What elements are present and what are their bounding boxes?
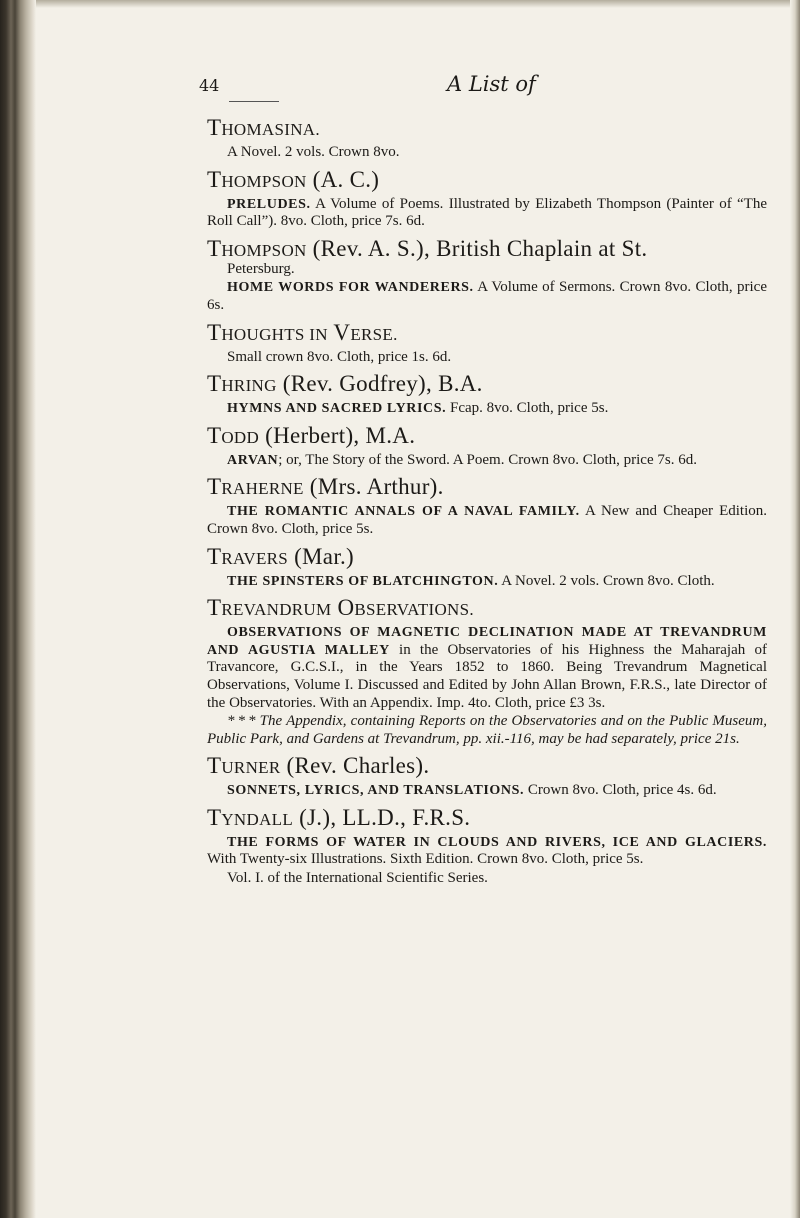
work-title: PRELUDES.	[227, 196, 311, 212]
heading-smallcaps: HOUGHTS IN	[221, 324, 328, 344]
entry-thompson-as	[207, 235, 767, 315]
entry-details	[207, 573, 767, 591]
heading-smallcaps: BSERVATIONS.	[354, 600, 474, 620]
work-title: HYMNS AND SACRED LYRICS.	[227, 401, 447, 417]
entry-heading	[207, 473, 767, 502]
heading-continuation: Petersburg.	[227, 260, 295, 277]
heading-initial: T	[207, 371, 222, 397]
entry-details	[207, 834, 767, 869]
work-description: in the Observatories of his Highness the Maharajah of Travancore, G.C.S.I., in the Years 1852 to 1860. Being Trevandrum Magnetical Observations, Volume I. Discussed and Edited by John Allan Brown, F.R.S., late Director of the Observatories. With an Appendix. Imp. 4to. Cloth, price £3 3s.	[207, 641, 767, 711]
entry-details	[207, 624, 767, 712]
heading-smallcaps: ODD	[221, 427, 260, 447]
entry-details	[207, 782, 767, 800]
work-description: A Volume of Poems. Illustrated by Elizabeth Thompson (Painter of “The Roll Call”). 8vo. Cloth, price 7s. 6d.	[207, 195, 767, 230]
work-description: A New and Cheaper Edition. Crown 8vo. Cloth, price 5s.	[207, 503, 767, 537]
entry-turner	[207, 752, 767, 800]
heading-smallcaps: RAHERNE	[221, 479, 304, 499]
series-note: Vol. I. of the International Scientific Series.	[227, 870, 488, 887]
heading-smallcaps: HOMASINA.	[221, 120, 320, 139]
entry-details	[207, 400, 767, 418]
entry-heading	[207, 804, 767, 833]
entry-heading	[207, 114, 767, 143]
heading-initial: T	[207, 319, 222, 345]
work-title: ARVAN	[227, 452, 279, 468]
work-title: THE FORMS OF WATER IN CLOUDS AND RIVERS, ICE AND GLACIERS.	[227, 834, 767, 850]
entry-details	[207, 196, 767, 231]
entry-thring	[207, 370, 767, 418]
heading-tail: (Herbert), M.A.	[259, 422, 416, 448]
page-number: 44	[199, 76, 220, 95]
work-description: A Novel. 2 vols. Crown 8vo. Cloth.	[498, 572, 715, 589]
work-title: THE ROMANTIC ANNALS OF A NAVAL FAMILY.	[227, 504, 580, 520]
running-head: A List of	[447, 72, 536, 96]
entry-thomasina	[207, 114, 767, 162]
entry-details	[207, 503, 767, 538]
entry-details: A Novel. 2 vols. Crown 8vo.	[227, 144, 400, 160]
entry-heading	[207, 166, 767, 195]
heading-smallcaps: ERSE.	[350, 324, 398, 344]
entry-traherne	[207, 473, 767, 538]
heading-initial: O	[331, 595, 355, 621]
work-title: OBSERVATIONS OF MAGNETIC DECLINATION MADE AT TREVANDRUM AND AGUSTIA MALLEY	[207, 625, 767, 658]
heading-initial: T	[207, 422, 222, 448]
heading-initial: T	[207, 115, 222, 140]
heading-initial: V	[327, 319, 351, 345]
entry-heading	[207, 422, 767, 451]
page-top-edge	[36, 0, 800, 8]
entry-thoughts-in-verse	[207, 319, 767, 367]
heading-initial: T	[207, 804, 222, 830]
work-title: THE SPINSTERS OF BLATCHINGTON.	[227, 573, 499, 589]
heading-initial: T	[207, 753, 222, 779]
entry-heading	[207, 594, 767, 623]
entry-travers	[207, 543, 767, 591]
heading-initial: T	[207, 543, 222, 569]
heading-tail: (J.), LL.D., F.R.S.	[293, 804, 471, 830]
work-description: With Twenty-six Illustrations. Sixth Edition. Crown 8vo. Cloth, price 5s.	[207, 851, 644, 868]
entry-todd	[207, 422, 767, 470]
header-rule	[229, 101, 279, 102]
heading-smallcaps: URNER	[221, 758, 281, 778]
entry-note	[207, 713, 767, 748]
heading-tail: (Rev. A. S.), British Chaplain at St.	[306, 235, 648, 261]
work-title: SONNETS, LYRICS, AND TRANSLATIONS.	[227, 783, 525, 799]
heading-tail: (Mrs. Arthur).	[303, 474, 444, 500]
entry-details: Small crown 8vo. Cloth, price 1s. 6d.	[227, 348, 452, 365]
heading-tail: (Mar.)	[288, 543, 355, 569]
entry-trevandrum-observations	[207, 594, 767, 748]
entry-heading	[207, 319, 767, 348]
heading-smallcaps: HOMPSON	[221, 240, 307, 260]
appendix-note: * * * The Appendix, containing Reports on the Observatories and on the Public Museum, Public Park, and Gardens at Trevandrum, pp. xii.-116, may be had separately, price 21s.	[207, 713, 767, 747]
entry-thompson-ac	[207, 166, 767, 231]
entry-heading	[207, 543, 767, 572]
entry-heading	[207, 370, 767, 399]
heading-smallcaps: REVANDRUM	[221, 600, 332, 620]
entry-details	[207, 279, 767, 314]
entry-tyndall	[207, 804, 767, 888]
heading-initial: T	[207, 474, 222, 500]
heading-tail: (A. C.)	[306, 166, 380, 192]
work-description: Crown 8vo. Cloth, price 4s. 6d.	[524, 782, 717, 799]
work-description: Fcap. 8vo. Cloth, price 5s.	[446, 400, 609, 417]
book-binding-shadow	[0, 0, 36, 1218]
heading-smallcaps: YNDALL	[221, 809, 294, 829]
heading-tail: (Rev. Godfrey), B.A.	[276, 371, 483, 397]
catalogue-list	[207, 114, 767, 892]
entry-heading	[207, 235, 767, 264]
entry-heading	[207, 752, 767, 781]
page-right-edge	[790, 0, 800, 1218]
heading-smallcaps: HRING	[221, 376, 277, 396]
entry-details	[207, 452, 767, 470]
heading-initial: T	[207, 595, 222, 621]
heading-smallcaps: HOMPSON	[221, 171, 307, 191]
heading-initial: T	[207, 235, 222, 261]
work-title: HOME WORDS FOR WANDERERS.	[227, 280, 474, 296]
work-description: A Volume of Sermons. Crown 8vo. Cloth, price 6s.	[207, 279, 767, 313]
heading-tail: (Rev. Charles).	[280, 753, 430, 779]
work-description: ; or, The Story of the Sword. A Poem. Crown 8vo. Cloth, price 7s. 6d.	[278, 451, 697, 468]
heading-smallcaps: RAVERS	[221, 548, 289, 568]
heading-initial: T	[207, 166, 222, 192]
